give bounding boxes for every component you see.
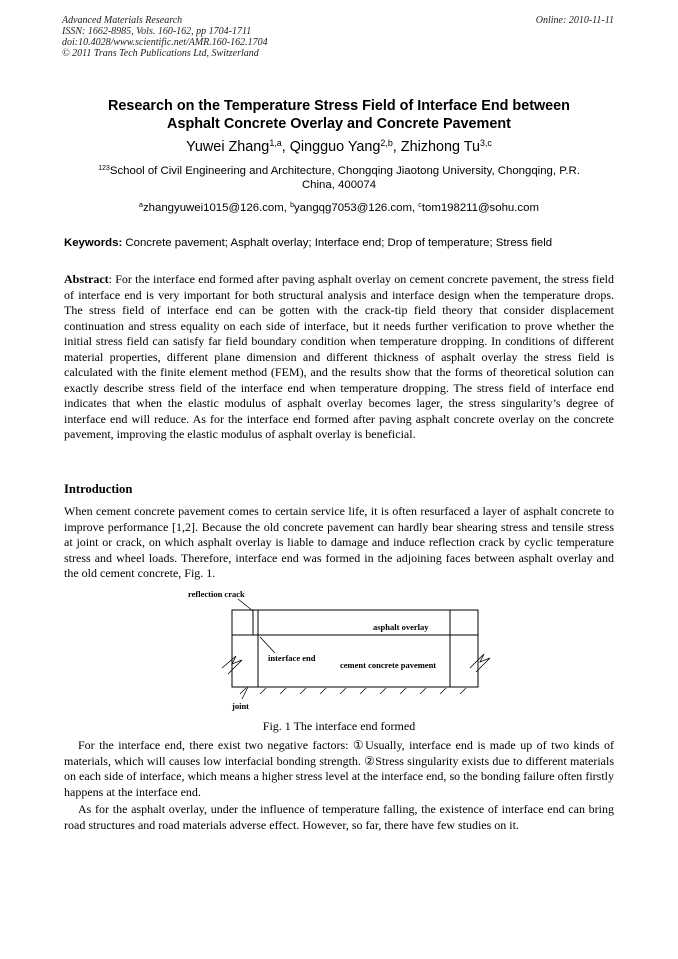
label-asphalt-overlay: asphalt overlay [373,622,429,632]
author-name: Zhizhong Tu [400,139,480,155]
email-mark: a [139,202,143,210]
journal-name: Advanced Materials Research [62,15,183,26]
introduction-paragraph-1: When cement concrete pavement comes to certain service life, it is often resurfaced a layer of asphalt concrete to improve performance [1,2]. Because the old concrete pavement can hardly bear shearing stress and tensile stress at joint or crack, on which asphalt overlay is liable to damage and induce reflection crack by cyclic temperature stress and wheel loads. Therefore, interface end was formed in the adjoining faces between asphalt overlay and the old cement concrete, Fig. 1. [64,504,614,580]
keywords-label: Keywords: [64,237,123,249]
email-mark: c [418,202,422,210]
author-affiliation-mark: 3,c [479,138,492,149]
journal-issn: ISSN: 1662-8985, Vols. 160-162, pp 1704-1711 [62,26,252,37]
label-cement-concrete-pavement: cement concrete pavement [340,660,437,670]
author-affiliation-mark: 1,a [269,138,282,149]
journal-doi: doi:10.4028/www.scientific.net/AMR.160-162.1704 [62,37,268,48]
label-interface-end: interface end [268,653,316,663]
abstract [64,272,614,443]
email-address: zhangyuwei1015@126.com [142,202,284,214]
author-affiliation-mark: 2,b [380,138,393,149]
introduction-heading: Introduction [64,482,133,496]
introduction-paragraph-2: For the interface end, there exist two negative factors: ①Usually, interface end is made up of two kinds of materials, which will causes low interfacial bonding strength. ②Stress singularity exists due to different materials on each side of interface, which means a higher stress level at the interface end, so the bonding failure often firstly happens at the interface end. [64,738,614,799]
email-address: tom198211@sohu.com [421,202,539,214]
keywords-text: Concrete pavement; Asphalt overlay; Interface end; Drop of temperature; Stress field [122,237,553,249]
journal-header [62,15,268,59]
affiliation-line-2: China, 400074 [301,179,377,191]
paper-title [40,97,638,133]
affiliation-line-1: School of Civil Engineering and Architecture, Chongqing Jiaotong University, Chongqing, P.R. [109,165,580,177]
reflection-crack-leader [238,599,253,611]
online-date: Online: 2010-11-11 [535,15,614,26]
author-list: Yuwei Zhang$^{1,a}$, Qingguo Yang$^{2,b}$, Zhizhong Tu$^{3,c}$ [186,138,492,155]
email-address: yangqg7053@126.com [293,202,412,214]
label-joint: joint [232,701,249,711]
pavement-outline [232,610,478,687]
author-emails: $^a$zhangyuwei1015@126.com, $^b$yangqg7053@126.com, $^c$tom198211@sohu.com [139,202,539,214]
author-name: Yuwei Zhang [186,139,270,155]
email-mark: b [290,202,294,210]
author-name: Qingguo Yang [289,139,381,155]
title-line-2: Asphalt Concrete Overlay and Concrete Pavement [167,116,511,132]
journal-copyright: © 2011 Trans Tech Publications Ltd, Switzerland [62,48,259,59]
ground-hatching [232,687,478,694]
figure-1-caption: Fig. 1 The interface end formed [262,719,416,733]
figure-1-diagram [180,586,510,714]
introduction-paragraph-3: As for the asphalt overlay, under the influence of temperature falling, the existence of interface end can bring road structures and road materials adverse effect. However, so far, there have few studies on it. [64,802,614,832]
keywords [64,236,614,250]
right-break-mark [470,654,490,672]
affiliation-mark: 123 [98,165,110,173]
interface-end-leader [260,637,275,653]
affiliation [58,164,620,192]
label-reflection-crack: reflection crack [188,589,245,599]
abstract-text: : For the interface end formed after paving asphalt overlay on cement concrete pavement, the stress field of interface end is very important for both structural analysis and interface design when the temperature drops. The stress field of interface end can be gotten with the crack-tip field theory that consider displacement continuation and stress equality on each side of interface, but it needs further verification to prove whether the initial stress field can satisfy far field boundary condition when temperature dropping. In conditions of different material properties, different plane dimension and different thickness of asphalt overlay the stress field is calculated with the finite element method (FEM), and the results show that the forms of theoretical solution can exactly describe stress field of the interface end when temperature dropping. The stress field of interface end indicates that when the elastic modulus of asphalt overlay becomes lager, the stress singularity’s degree of interface end will reduce. As for the interface end formed after paving asphalt concrete overlay on the concrete pavement, improving the elastic modulus of asphalt overlay is beneficial. [64,272,614,441]
abstract-label: Abstract [64,272,109,286]
title-line-1: Research on the Temperature Stress Field of Interface End between [108,98,570,114]
